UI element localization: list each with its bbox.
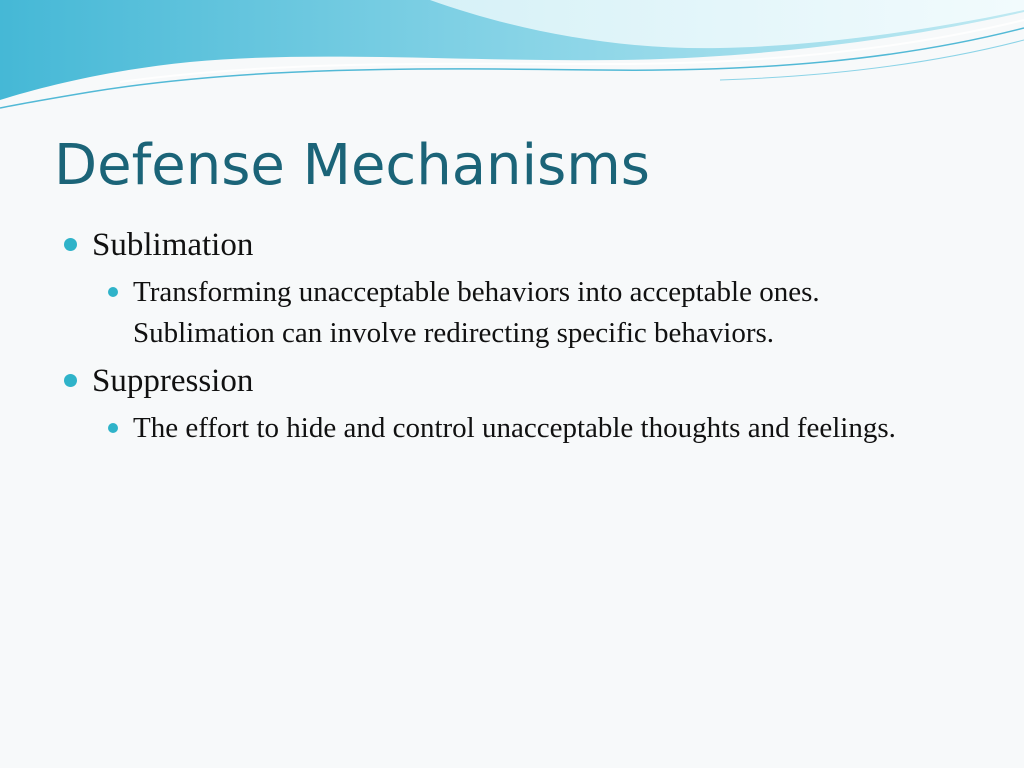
- slide-title: Defense Mechanisms: [54, 133, 650, 198]
- sub-bullet-item-suppression-definition: [60, 408, 960, 449]
- bullet-list: [60, 224, 960, 455]
- decorative-wave-header: [0, 0, 1024, 120]
- bullet-text: The effort to hide and control unacceptable thoughts and feelings.: [133, 412, 896, 444]
- bullet-dot-icon: [108, 287, 118, 297]
- bullet-item-sublimation: [60, 224, 960, 266]
- bullet-dot-icon: [64, 238, 77, 251]
- bullet-text: Suppression: [92, 363, 254, 399]
- bullet-dot-icon: [108, 423, 118, 433]
- bullet-dot-icon: [64, 374, 77, 387]
- sub-bullet-item-sublimation-definition: [60, 272, 960, 354]
- bullet-text: Transforming unacceptable behaviors into acceptable ones. Sublimation can involve redirecting specific behaviors.: [133, 276, 820, 349]
- bullet-text: Sublimation: [92, 227, 254, 263]
- bullet-item-suppression: [60, 360, 960, 402]
